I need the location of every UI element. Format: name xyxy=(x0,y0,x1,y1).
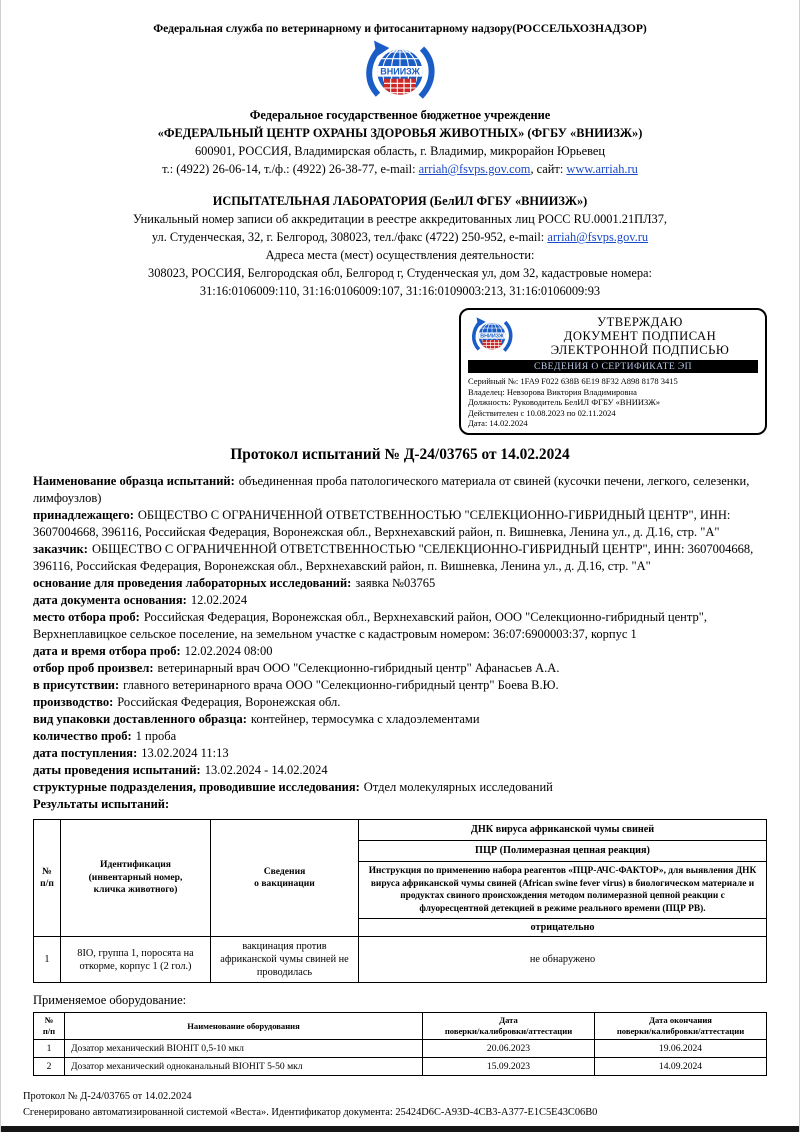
protocol-fields xyxy=(33,473,767,813)
stamp-validity: Действителен с 10.08.2023 по 02.11.2024 xyxy=(468,407,616,418)
results-header-vaccination: Сведения о вакцинации xyxy=(211,819,359,936)
footer-protocol-number: Протокол № Д-24/03765 от 14.02.2024 xyxy=(23,1091,192,1103)
equipment-row-date: 20.06.2023 xyxy=(423,1040,595,1058)
field-received-date: дата поступления: 13.02.2024 11:13 xyxy=(33,745,229,760)
activity-title: Адреса места (мест) осуществления деятельности: xyxy=(265,248,535,262)
result-row-identification: 8IO, группа 1, поросята на откорме, корпус 1 (2 гол.) xyxy=(61,937,211,983)
contact-mid: , сайт: xyxy=(530,162,567,176)
stamp-date: Дата: 14.02.2024 xyxy=(468,418,528,429)
results-header-identification: Идентификация (инвентарный номер, кличка животного) xyxy=(61,819,211,936)
stamp-signed-line2: ЭЛЕКТРОННОЙ ПОДПИСЬЮ xyxy=(550,343,730,357)
field-in-presence: в присутствии: главного ветеринарного врача ООО "Селекционно-гибридный центр" Боева В.Ю. xyxy=(33,677,559,692)
result-row-num: 1 xyxy=(34,937,61,983)
equipment-header-num: № п/п xyxy=(34,1013,65,1040)
stamp-approve-line: УТВЕРЖДАЮ xyxy=(597,315,683,329)
equipment-table xyxy=(33,1012,767,1076)
table-row xyxy=(34,1058,767,1076)
table-row xyxy=(34,1040,767,1058)
page-bottom-edge xyxy=(1,1126,799,1132)
stamp-details xyxy=(468,376,758,429)
stamp-signed-line1: ДОКУМЕНТ ПОДПИСАН xyxy=(563,329,717,343)
stamp-logo-icon xyxy=(468,317,516,355)
equipment-header-date: Дата поверки/калибровки/аттестации xyxy=(423,1013,595,1040)
field-sample-name: Наименование образца испытаний: объединенная проба патологического материала от свиней (кусочки печени, легкого, селезенки, лимфоузлов) xyxy=(33,473,750,505)
field-basis-date: дата документа основания: 12.02.2024 xyxy=(33,592,248,607)
org-contacts xyxy=(33,160,767,178)
results-method-doc: Инструкция по применению набора реагентов «ПЦР-АЧС-ФАКТОР», для выявления ДНК вируса африканской чумы свиней (African swine fever virus) в биологическом материале и продуктах свиного происхождения методом полимеразной цепной реакции с флуоресцентной детекцией в режиме реального времени (ПЦР РВ). xyxy=(359,861,767,918)
results-header-num: № п/п xyxy=(34,819,61,936)
org-name: «ФЕДЕРАЛЬНЫЙ ЦЕНТР ОХРАНЫ ЗДОРОВЬЯ ЖИВОТНЫХ» (ФГБУ «ВНИИЗЖ») xyxy=(157,126,643,140)
equipment-row-date-end: 19.06.2024 xyxy=(595,1040,767,1058)
field-departments: структурные подразделения, проводившие исследования: Отдел молекулярных исследований xyxy=(33,779,553,794)
equipment-header-date-end: Дата окончания поверки/калибровки/аттестации xyxy=(595,1013,767,1040)
signature-stamp-row xyxy=(33,308,767,435)
lab-accreditation: Уникальный номер записи об аккредитации в реестре аккредитованных лиц РОСС RU.0001.21ПЛ37, xyxy=(132,212,668,226)
results-section-label: Результаты испытаний: xyxy=(33,796,170,811)
page-title: Протокол испытаний № Д-24/03765 от 14.02.2024 xyxy=(230,445,570,463)
equipment-row-name: Дозатор механический одноканальный BIOHIT 5-50 мкл xyxy=(65,1058,423,1076)
results-analyte: ДНК вируса африканской чумы свиней xyxy=(359,819,767,840)
results-norm: отрицательно xyxy=(359,919,767,937)
agency-header: Федеральная служба по ветеринарному и фитосанитарному надзору(РОССЕЛЬХОЗНАДЗОР) xyxy=(153,22,647,35)
result-row-result: не обнаружено xyxy=(359,937,767,983)
org-site-link[interactable]: www.arriah.ru xyxy=(566,162,638,176)
contact-prefix: т.: (4922) 26-06-14, т./ф.: (4922) 26-38-77, e-mail: xyxy=(162,162,419,176)
field-sample-count: количество проб: 1 проба xyxy=(33,728,177,743)
table-row xyxy=(34,937,767,983)
equipment-row-date-end: 14.09.2024 xyxy=(595,1058,767,1076)
cadastral-numbers: 31:16:0106009:110, 31:16:0106009:107, 31:16:0109003:213, 31:16:0106009:93 xyxy=(199,284,601,298)
lab-address xyxy=(33,228,767,246)
results-method: ПЦР (Полимеразная цепная реакция) xyxy=(359,840,767,861)
lab-address-prefix: ул. Студенческая, 32, г. Белгород, 308023, тел./факс (4722) 250-952, e-mail: xyxy=(151,230,548,244)
field-customer: заказчик: ОБЩЕСТВО С ОГРАНИЧЕННОЙ ОТВЕТСТВЕННОСТЬЮ "СЕЛЕКЦИОННО-ГИБРИДНЫЙ ЦЕНТР", ИНН: 3607004668, 396116, Российская Федерация, Воронежская обл., Верхнехавский район, п. Вишневка, Ленина ул., д. Д.16, стр. "А" xyxy=(33,541,754,573)
field-sampling-place: место отбора проб: Российская Федерация, Воронежская обл., Верхнехавский район, ООО "Селекционно-гибридный центр", Верхнеплавицкое сельское поселение, на земельном участке с кадастровым номером: 36:07:6900003:37, корпус 1 xyxy=(33,609,707,641)
field-sampling-datetime: дата и время отбора проб: 12.02.2024 08:00 xyxy=(33,643,273,658)
field-sampled-by: отбор проб произвел: ветеринарный врач ООО "Селекционно-гибридный центр" Афанасьев А.А. xyxy=(33,660,560,675)
stamp-header xyxy=(468,315,758,357)
activity-address: 308023, РОССИЯ, Белгородская обл, Белгород г, Студенческая ул, дом 32, кадастровые номера: xyxy=(148,266,652,280)
vniizh-globe-logo-icon xyxy=(360,40,440,104)
equipment-row-num: 1 xyxy=(34,1040,65,1058)
footer-generated-by: Сгенерировано автоматизированной системой «Веста». Идентификатор документа: 25424D6C-A93D-4CB3-A377-E1C5E43C06B0 xyxy=(23,1107,598,1119)
stamp-owner: Владелец: Невзорова Виктория Владимировна xyxy=(468,386,637,397)
org-email-link[interactable]: arriah@fsvps.gov.com xyxy=(418,162,531,176)
equipment-header-name: Наименование оборудования xyxy=(65,1013,423,1040)
lab-email-link[interactable]: arriah@fsvps.gov.ru xyxy=(547,230,649,244)
equipment-row-name: Дозатор механический BIOHIT 0,5-10 мкл xyxy=(65,1040,423,1058)
lab-title: ИСПЫТАТЕЛЬНАЯ ЛАБОРАТОРИЯ (БелИЛ ФГБУ «ВНИИЗЖ») xyxy=(212,194,588,208)
field-test-dates: даты проведения испытаний: 13.02.2024 - 14.02.2024 xyxy=(33,762,328,777)
field-owner: принадлежащего: ОБЩЕСТВО С ОГРАНИЧЕННОЙ ОТВЕТСТВЕННОСТЬЮ "СЕЛЕКЦИОННО-ГИБРИДНЫЙ ЦЕНТР", ИНН: 3607004668, 396116, Российская Федерация, Воронежская обл., Верхнехавский район, п. Вишневка, Ленина ул., д. Д.16, стр. "А" xyxy=(33,507,731,539)
stamp-serial: Серийный №: 1FA9 F022 638B 6E19 8F32 A898 8178 3415 xyxy=(468,376,678,386)
equipment-section-label: Применяемое оборудование: xyxy=(33,993,187,1008)
org-address: 600901, РОССИЯ, Владимирская область, г. Владимир, микрорайон Юрьевец xyxy=(194,144,605,158)
result-row-vaccination: вакцинация против африканской чумы свиней не проводилась xyxy=(211,937,359,983)
field-basis: основание для проведения лабораторных исследований: заявка №03765 xyxy=(33,575,436,590)
equipment-row-date: 15.09.2023 xyxy=(423,1058,595,1076)
stamp-approve-block xyxy=(522,315,758,357)
equipment-row-num: 2 xyxy=(34,1058,65,1076)
stamp-position: Должность: Руководитель БелИЛ ФГБУ «ВНИИЗЖ» xyxy=(468,397,661,408)
field-production: производство: Российская Федерация, Воронежская обл. xyxy=(33,694,341,709)
document-footer xyxy=(23,1089,767,1121)
org-type: Федеральное государственное бюджетное учреждение xyxy=(249,108,551,122)
field-packaging: вид упаковки доставленного образца: контейнер, термосумка с хладоэлементами xyxy=(33,711,480,726)
stamp-cert-bar: СВЕДЕНИЯ О СЕРТИФИКАТЕ ЭП xyxy=(468,360,758,373)
results-table xyxy=(33,819,767,983)
electronic-signature-stamp xyxy=(459,308,767,435)
